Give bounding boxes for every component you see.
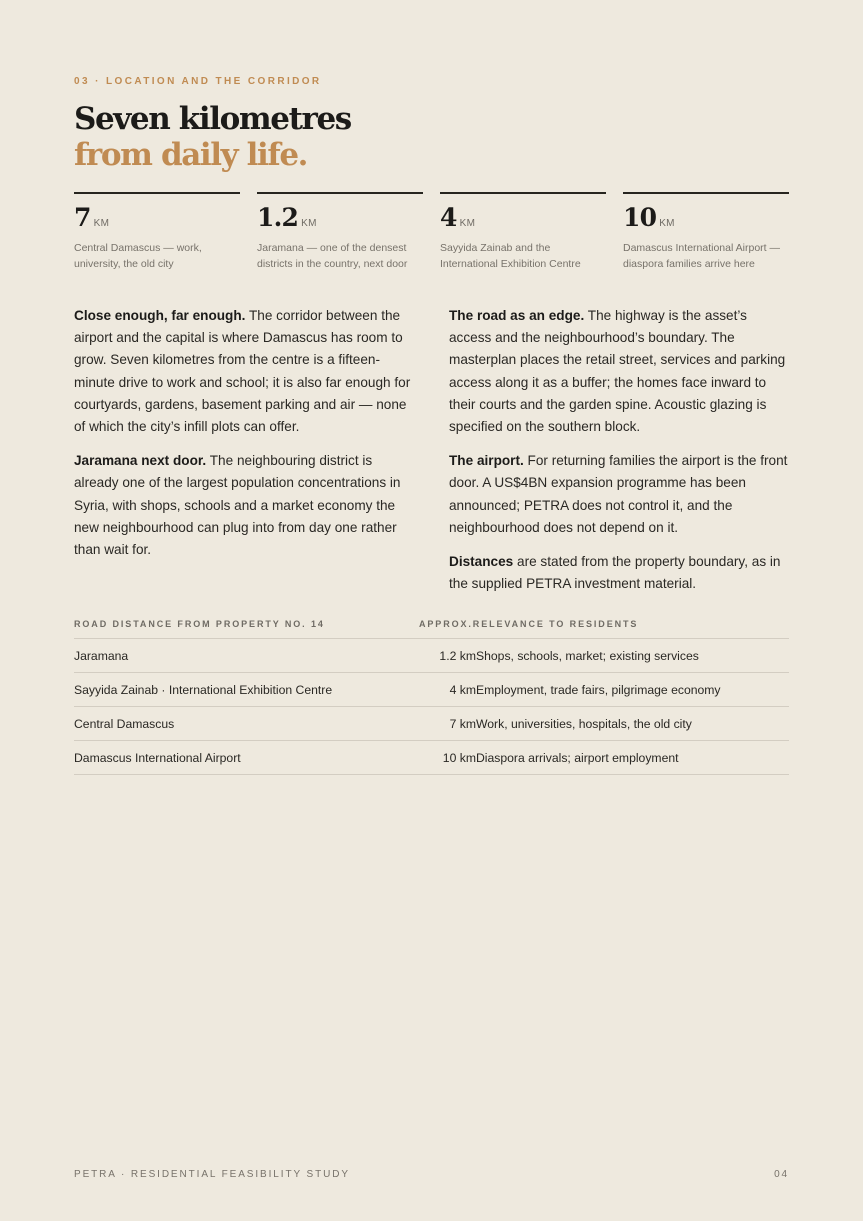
stat-unit: KM — [659, 218, 675, 229]
table-cell-relevance: Employment, trade fairs, pilgrimage economy — [476, 682, 721, 697]
distance-stats — [74, 192, 789, 272]
stat-unit: KM — [301, 218, 317, 229]
stat-description: Damascus International Airport — diaspora families arrive here — [623, 242, 780, 270]
body-column-right — [449, 305, 789, 607]
table-cell-relevance: Work, universities, hospitals, the old city — [476, 716, 692, 731]
title-line-2: from daily life. — [74, 137, 308, 173]
table-cell-distance: 10 km — [442, 750, 476, 765]
stat-description: Sayyida Zainab and the International Exhibition Centre — [440, 242, 581, 270]
stat-description: Jaramana — one of the densest districts in the country, next door — [257, 242, 408, 270]
table-cell-place: Central Damascus — [74, 716, 175, 731]
page-title — [74, 101, 351, 173]
paragraph-text: For returning families the airport is the front door. A US$4BN expansion programme has been announced; PETRA does not control it, and the neighbourhood does not depend on it. — [449, 453, 788, 535]
table-row — [74, 707, 789, 741]
paragraph-text: The corridor between the airport and the capital is where Damascus has room to grow. Seven kilometres from the centre is a fifteen-minute drive to work and school; it is also far enough for courtyards, gardens, basement parking and air — none of which the city’s infill plots can offer. — [74, 308, 411, 435]
section-eyebrow: 03 · LOCATION AND THE CORRIDOR — [74, 76, 322, 87]
stat-number — [257, 203, 423, 233]
paragraph-lead: Close enough, far enough. — [74, 308, 246, 323]
stat-description: Central Damascus — work, university, the old city — [74, 242, 202, 270]
stat-number — [74, 203, 240, 233]
paragraph-road-edge — [449, 305, 789, 438]
stat-number — [440, 203, 606, 233]
document-page — [74, 0, 789, 1221]
distance-table — [74, 612, 789, 775]
page-number: 04 — [774, 1169, 789, 1180]
paragraph-close-enough — [74, 305, 414, 438]
table-cell-distance: 1.2 km — [439, 648, 476, 663]
table-cell-place: Jaramana — [74, 648, 129, 663]
table-row — [74, 639, 789, 673]
table-header — [74, 612, 789, 639]
paragraph-lead: Distances — [449, 554, 514, 570]
paragraph-distances — [449, 551, 789, 595]
paragraph-text: are stated from the property boundary, as in the supplied PETRA investment material. — [449, 554, 781, 592]
stat-value: 7 — [74, 203, 91, 232]
stat-value: 1.2 — [257, 203, 299, 232]
table-cell-relevance: Shops, schools, market; existing services — [476, 648, 699, 663]
table-header-relevance: APPROX.RELEVANCE TO RESIDENTS — [419, 619, 639, 629]
stat-value: 10 — [623, 203, 657, 232]
body-columns — [74, 305, 789, 607]
stat-number — [623, 203, 789, 233]
paragraph-lead: The road as an edge. — [449, 308, 585, 323]
stat-jaramana — [257, 192, 423, 272]
stat-central-damascus — [74, 192, 240, 272]
stat-unit: KM — [93, 218, 110, 229]
stat-unit: KM — [459, 218, 476, 229]
title-line-1: Seven kilometres — [74, 101, 351, 137]
paragraph-lead: Jaramana next door. — [74, 453, 207, 469]
stat-value: 4 — [440, 203, 457, 232]
table-cell-place: Sayyida Zainab · International Exhibition Centre — [74, 682, 333, 697]
paragraph-lead: The airport. — [449, 453, 524, 469]
table-cell-distance: 7 km — [449, 716, 476, 731]
table-header-distance: ROAD DISTANCE FROM PROPERTY NO. 14 — [74, 619, 325, 629]
paragraph-jaramana — [74, 450, 414, 561]
stat-airport — [623, 192, 789, 272]
paragraph-text: The highway is the asset’s access and the neighbourhood’s boundary. The masterplan places the retail street, services and parking access along it as a buffer; the homes face inward to their courts and the garden spine. Acoustic glazing is specified on the southern block. — [449, 308, 786, 435]
table-cell-place: Damascus International Airport — [74, 750, 241, 765]
stat-sayyida-zainab — [440, 192, 606, 272]
table-cell-relevance: Diaspora arrivals; airport employment — [476, 750, 679, 765]
table-row — [74, 673, 789, 707]
paragraph-airport — [449, 450, 789, 539]
table-row — [74, 741, 789, 775]
paragraph-text: The neighbouring district is already one of the largest population concentrations in Syria, with shops, schools and a market economy the new neighbourhood can plug into from day one rather than wait for. — [74, 453, 401, 558]
body-column-left — [74, 305, 414, 607]
footer-document-title: PETRA · RESIDENTIAL FEASIBILITY STUDY — [74, 1169, 350, 1180]
page-footer — [74, 1169, 789, 1180]
table-cell-distance: 4 km — [449, 682, 476, 697]
